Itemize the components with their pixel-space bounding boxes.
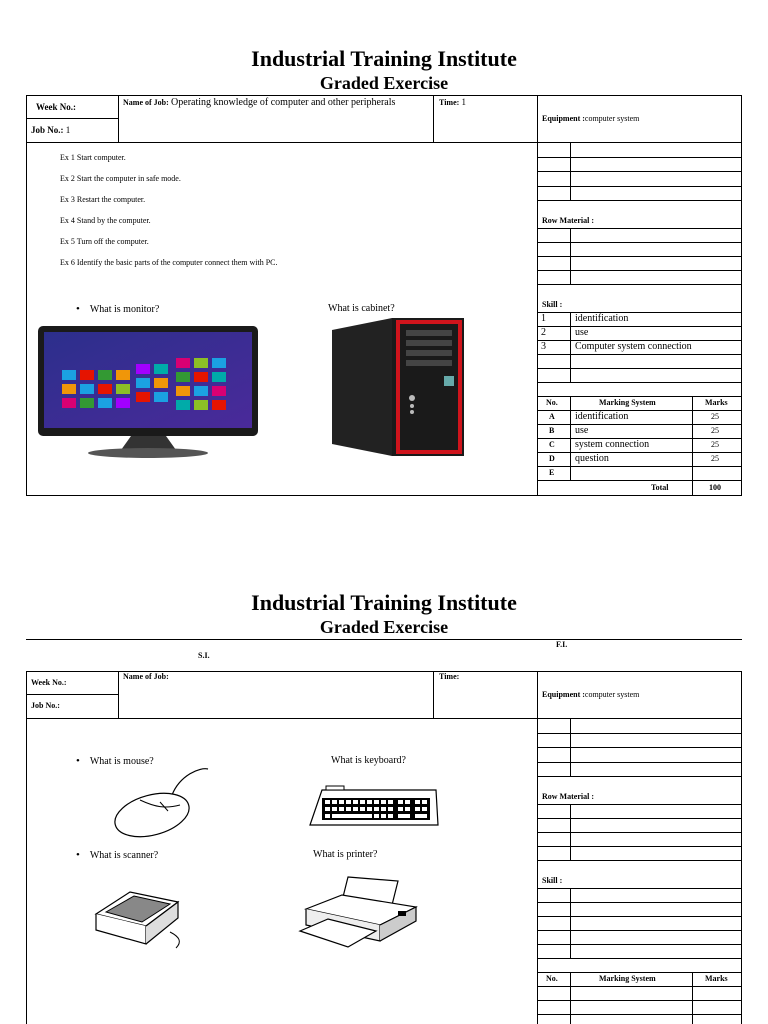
question-monitor: • What is monitor? <box>76 303 159 315</box>
skill-text-2: use <box>575 327 589 338</box>
keyboard-image <box>308 780 440 835</box>
exercise-4: Ex 4 Stand by the computer. <box>60 216 151 225</box>
sheet2-week-label: Week No.: <box>31 678 67 687</box>
sheet2-marking-header-marks: Marks <box>705 974 728 983</box>
sheet2-skill-label: Skill : <box>542 876 563 885</box>
name-of-job: Name of Job: Operating knowledge of computer and other peripherals <box>123 97 396 108</box>
question-printer: What is printer? <box>313 849 378 860</box>
question-cabinet: What is cabinet? <box>328 303 395 314</box>
marking-no-c: C <box>549 440 555 449</box>
equipment: Equipment :computer system <box>542 114 640 123</box>
sheet2-job-label: Job No.: <box>31 701 60 710</box>
marking-no-d: D <box>549 454 555 463</box>
sheet2-marking-header-system: Marking System <box>599 974 656 983</box>
skill-no-3: 3 <box>541 341 546 352</box>
marking-header-marks: Marks <box>705 398 728 407</box>
si-label: S.I. <box>198 651 210 660</box>
skill-text-3: Computer system connection <box>575 341 692 352</box>
marking-system-b: use <box>575 425 589 436</box>
marking-marks-c: 25 <box>711 440 719 449</box>
question-mouse: • What is mouse? <box>76 755 154 767</box>
exercise-1: Ex 1 Start computer. <box>60 153 126 162</box>
sheet2-subtitle: Graded Exercise <box>319 617 449 637</box>
week-label: Week No.: <box>36 102 76 112</box>
sheet1-row-material-label: Row Material : <box>542 216 594 225</box>
question-keyboard: What is keyboard? <box>331 755 406 766</box>
marking-header-system: Marking System <box>599 398 656 407</box>
sheet1-subtitle: Graded Exercise <box>319 73 449 93</box>
marking-no-e: E <box>549 468 555 477</box>
printer-image <box>298 875 423 950</box>
exercise-3: Ex 3 Restart the computer. <box>60 195 146 204</box>
mouse-image <box>110 765 215 840</box>
sheet1-skill-label: Skill : <box>542 300 563 309</box>
total-value: 100 <box>709 483 721 492</box>
fi-label: F.I. <box>556 640 568 649</box>
sheet2-row-material-label: Row Material : <box>542 792 594 801</box>
monitor-image <box>36 322 261 460</box>
marking-marks-b: 25 <box>711 426 719 435</box>
sheet2-equipment: Equipment :computer system <box>542 690 640 699</box>
job-no: Job No.: 1 <box>31 125 71 135</box>
sheet2-name-of-job-label: Name of Job: <box>123 672 169 681</box>
cabinet-image <box>332 318 464 456</box>
sheet2-marking-header-no: No. <box>546 974 558 983</box>
skill-no-1: 1 <box>541 313 546 324</box>
total-label: Total <box>651 483 669 492</box>
marking-no-a: A <box>549 412 555 421</box>
marking-marks-d: 25 <box>711 454 719 463</box>
marking-header-no: No. <box>546 398 558 407</box>
marking-marks-a: 25 <box>711 412 719 421</box>
exercise-6: Ex 6 Identify the basic parts of the computer connect them with PC. <box>60 258 278 267</box>
marking-system-c: system connection <box>575 439 650 450</box>
skill-no-2: 2 <box>541 327 546 338</box>
marking-system-a: identification <box>575 411 629 422</box>
marking-no-b: B <box>549 426 555 435</box>
scanner-image <box>90 882 185 952</box>
sheet1-title: Industrial Training Institute <box>251 46 517 71</box>
sheet2-time-label: Time: <box>439 672 460 681</box>
exercise-2: Ex 2 Start the computer in safe mode. <box>60 174 181 183</box>
time: Time: 1 <box>439 97 467 107</box>
question-scanner: • What is scanner? <box>76 849 158 861</box>
skill-text-1: identification <box>575 313 629 324</box>
exercise-5: Ex 5 Turn off the computer. <box>60 237 149 246</box>
marking-system-d: question <box>575 453 609 464</box>
sheet2-title: Industrial Training Institute <box>251 590 517 615</box>
